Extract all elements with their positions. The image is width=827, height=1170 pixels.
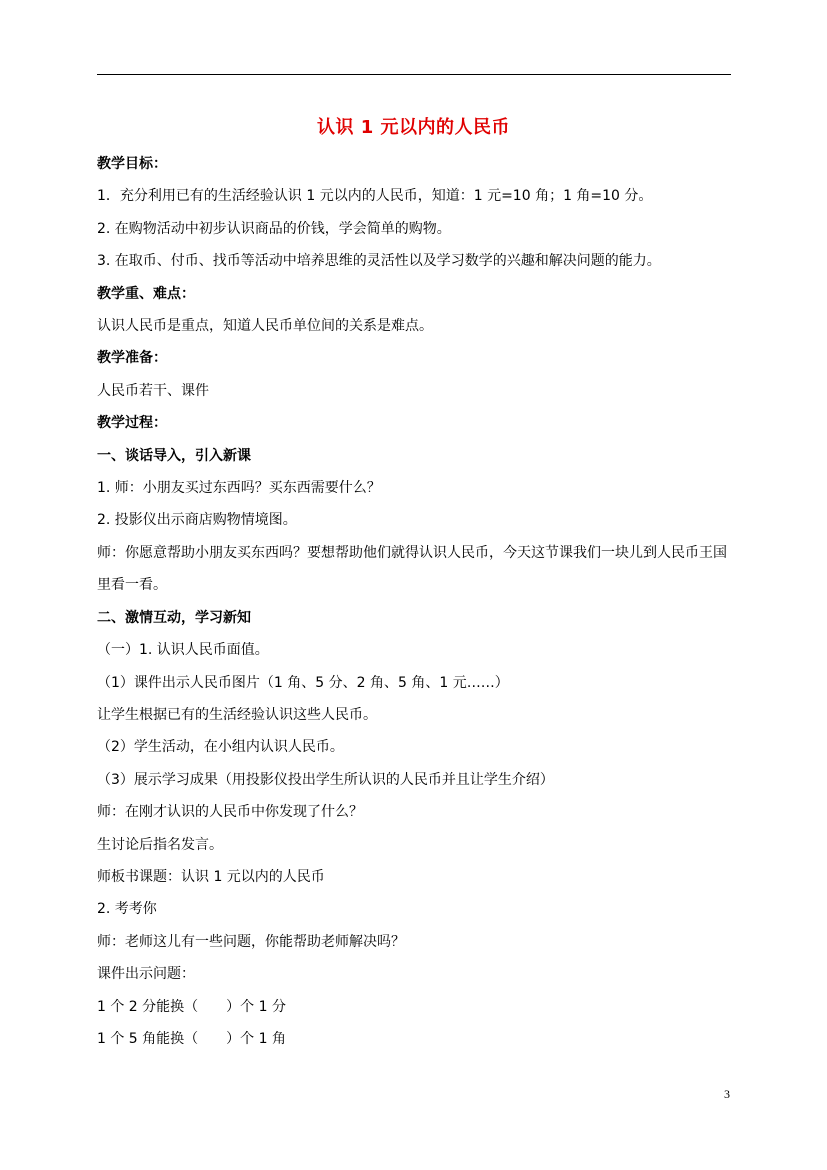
text-line: 1．充分利用已有的生活经验认识 1 元以内的人民币，知道：1 元=10 角；1 角=10 分。 <box>97 188 653 205</box>
text-line: （3）展示学习成果（用投影仪投出学生所认识的人民币并且让学生介绍） <box>97 771 554 788</box>
text-line: 课件出示问题： <box>97 966 195 983</box>
text-line: 二、激情互动，学习新知 <box>97 609 251 626</box>
text-line: 教学重、难点： <box>97 285 195 302</box>
text-line: 2. 投影仪出示商店购物情境图。 <box>97 512 297 529</box>
text-line: 3. 在取币、付币、找币等活动中培养思维的灵活性以及学习数学的兴趣和解决问题的能力。 <box>97 253 661 270</box>
text-line: 师：你愿意帮助小朋友买东西吗？要想帮助他们就得认识人民币，今天这节课我们一块儿到人民币王国里看一看。 <box>97 544 727 594</box>
text-line: 让学生根据已有的生活经验认识这些人民币。 <box>97 706 377 723</box>
text-line: （一）1. 认识人民币面值。 <box>97 642 269 659</box>
text-line: 一、谈话导入，引入新课 <box>97 447 251 464</box>
text-line: 认识人民币是重点，知道人民币单位间的关系是难点。 <box>97 318 433 335</box>
text-line: 教学目标： <box>97 156 167 172</box>
document-title: 认识 1 元以内的人民币 <box>316 117 511 138</box>
text-line: 1 个 5 角能换（ ）个 1 角 <box>97 1030 286 1047</box>
text-line: 人民币若干、课件 <box>97 382 209 399</box>
text-line: 师：老师这儿有一些问题，你能帮助老师解决吗？ <box>97 933 405 950</box>
text-line: 教学准备： <box>97 350 167 367</box>
text-line: 生讨论后指名发言。 <box>97 836 223 853</box>
text-line: 2. 在购物活动中初步认识商品的价钱，学会简单的购物。 <box>97 220 451 237</box>
page-number: 3 <box>724 1087 730 1101</box>
document-body <box>97 148 737 1055</box>
text-line: 2. 考考你 <box>97 901 157 918</box>
header-rule <box>97 74 731 75</box>
text-line: 师板书课题：认识 1 元以内的人民币 <box>97 868 325 885</box>
text-line: 教学过程： <box>97 415 167 432</box>
text-line: 师：在刚才认识的人民币中你发现了什么？ <box>97 804 363 821</box>
text-line: （2）学生活动，在小组内认识人民币。 <box>97 739 344 756</box>
text-line: 1 个 2 分能换（ ）个 1 分 <box>97 998 286 1015</box>
text-line: （1）课件出示人民币图片（1 角、5 分、2 角、5 角、1 元……） <box>97 674 509 691</box>
text-line: 1. 师：小朋友买过东西吗？买东西需要什么？ <box>97 480 381 497</box>
